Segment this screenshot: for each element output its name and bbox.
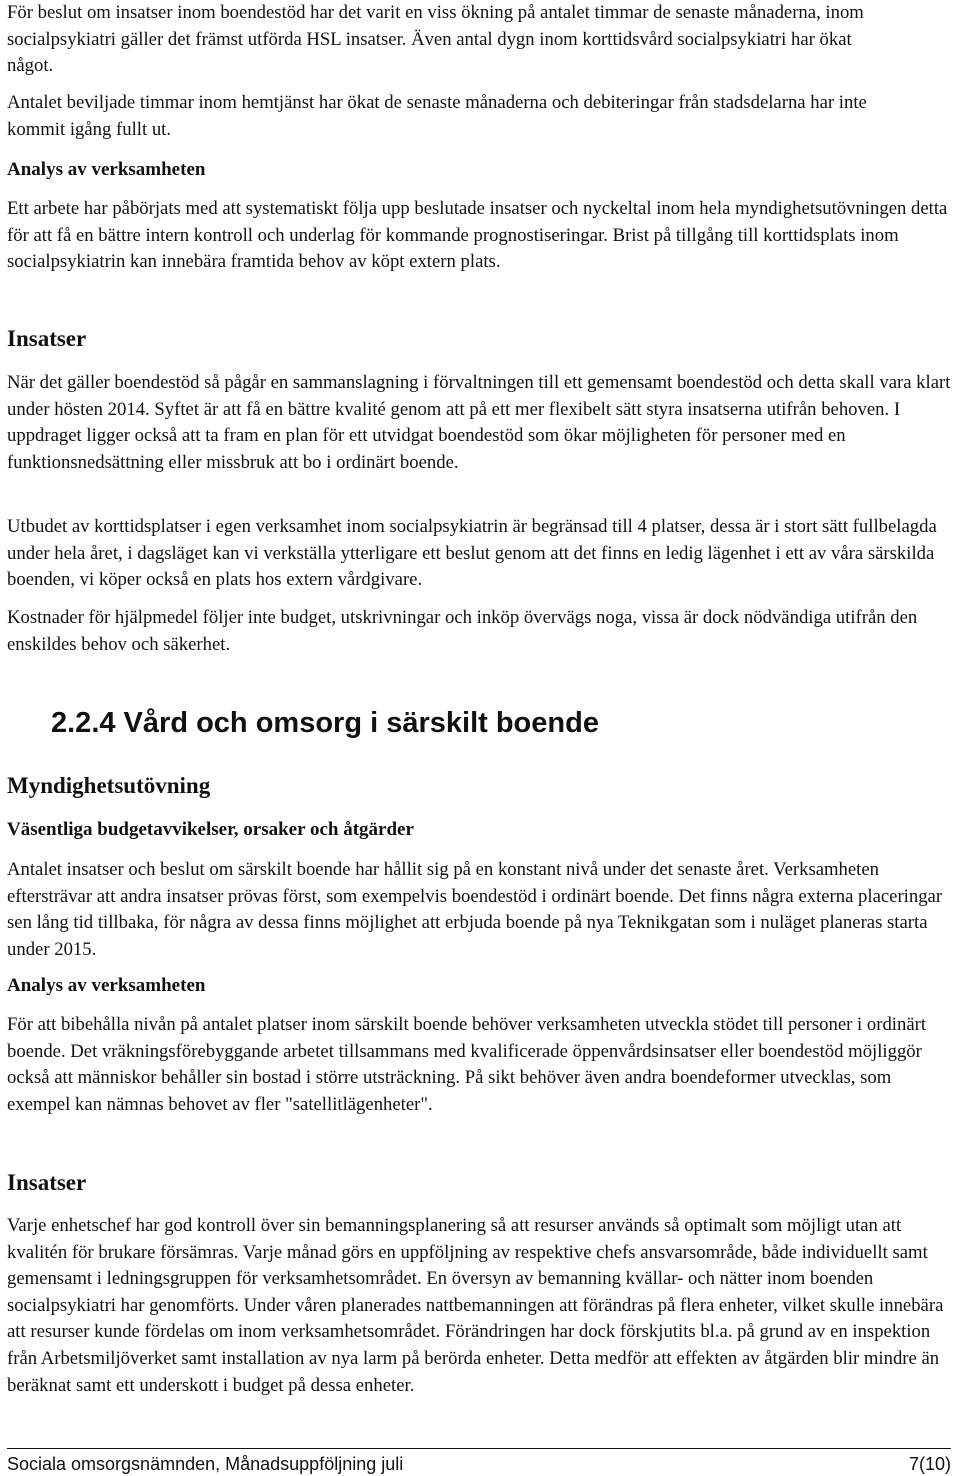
- intro-paragraph-1: För beslut om insatser inom boendestöd har det varit en viss ökning på antalet timmar de senaste månaderna, inom socialpsykiatri gäller det främst utförda HSL insatser. Även antal dygn inom korttidsvård socialpsykiatri har ökat något.: [7, 2, 864, 77]
- footer-title: Sociala omsorgsnämnden, Månadsuppföljning juli: [7, 1454, 404, 1474]
- page-footer: [7, 1448, 951, 1476]
- page-number: 7(10): [908, 1454, 951, 1474]
- analys-heading-1: Analys av verksamheten: [7, 159, 206, 180]
- insatser-paragraph-1: När det gäller boendestöd så pågår en sammanslagning i förvaltningen till ett gemensamt boendestöd och detta skall vara klart under hösten 2014. Syftet är att få en bättre kvalité genom att på ett mer flexibelt sätt styra insatserna utifrån behoven. I uppdraget ligger också att ta fram en plan för ett utvidgat boendestöd som ökar möjligheten för personer med en funktionsnedsättning eller missbruk att bo i ordinärt boende.: [7, 372, 951, 473]
- analys-heading-2: Analys av verksamheten: [7, 975, 206, 996]
- insatser-heading-2: Insatser: [7, 1170, 87, 1195]
- intro-paragraph-2: Antalet beviljade timmar inom hemtjänst har ökat de senaste månaderna och debiteringar från stadsdelarna har inte kommit igång fullt ut.: [7, 92, 867, 140]
- insatser-heading-1: Insatser: [7, 326, 87, 351]
- budget-subheading: Väsentliga budgetavvikelser, orsaker och åtgärder: [7, 819, 414, 840]
- insatser-paragraph-2: Utbudet av korttidsplatser i egen verksamhet inom socialpsykiatrin är begränsad till 4 platser, dessa är i stort sätt fullbelagda under hela året, i dagsläget kan vi verkställa ytterligare ett beslut genom att det finns en ledig lägenhet i ett av våra särskilda boenden, vi köper också en plats hos extern vårdgivare.: [7, 516, 937, 591]
- insatser-paragraph-3: Kostnader för hjälpmedel följer inte budget, utskrivningar och inköp övervägs noga, vissa är dock nödvändiga utifrån den enskildes behov och säkerhet.: [7, 607, 918, 655]
- analys-paragraph-2: För att bibehålla nivån på antalet platser inom särskilt boende behöver verksamheten utveckla stödet till personer i ordinärt boende. Det vräkningsförebyggande arbetet tillsammans med kvalificerade öppenvårdsinsatser eller boendestöd möjliggör också att människor behåller sin bostad i större utsträckning. På sikt behöver även andra boendeformer utvecklas, som exempel kan nämnas behovet av fler "satellitlägenheter".: [7, 1014, 927, 1115]
- myndighet-paragraph: Antalet insatser och beslut om särskilt boende har hållit sig på en konstant nivå under det senaste året. Verksamheten eftersträvar att andra insatser prövas först, som exempelvis boendestöd i ordinärt boende. Det finns några externa placeringar sen lång tid tillbaka, för några av dessa finns möjlighet att erbjuda boende på nya Teknikgatan som i nuläget planeras starta under 2015.: [7, 859, 943, 960]
- analys-paragraph-1: Ett arbete har påbörjats med att systematiskt följa upp beslutade insatser och nyckeltal inom hela myndighetsutövningen detta för att få en bättre intern kontroll och underlag för kommande prognostiseringar. Brist på tillgång till korttidsplats inom socialpsykiatrin kan innebära framtida behov av köpt extern plats.: [7, 198, 948, 273]
- insatser-paragraph-4: Varje enhetschef har god kontroll över sin bemanningsplanering så att resurser används så optimalt som möjligt utan att kvalitén för brukare försämras. Varje månad görs en uppföljning av respektive chefs ansvarsområde, både individuellt samt gemensamt i ledningsgruppen för verksamhetsområdet. En översyn av bemanning kvällar- och nätter inom boenden socialpsykiatri har genomförts. Under våren planerades nattbemanningen att förändras på flera enheter, vilket skulle innebära att resurser kunde fördelas om inom verksamhetsområdet. Förändringen har dock förskjutits bl.a. på grund av en inspektion från Arbetsmiljöverket samt installation av nya larm på berörda enheter. Detta medför att effekten av åtgärden blir mindre än beräknat samt ett underskott i budget på dessa enheter.: [7, 1215, 944, 1396]
- myndighet-heading: Myndighetsutövning: [7, 773, 211, 798]
- section-heading: 2.2.4 Vård och omsorg i särskilt boende: [51, 707, 599, 739]
